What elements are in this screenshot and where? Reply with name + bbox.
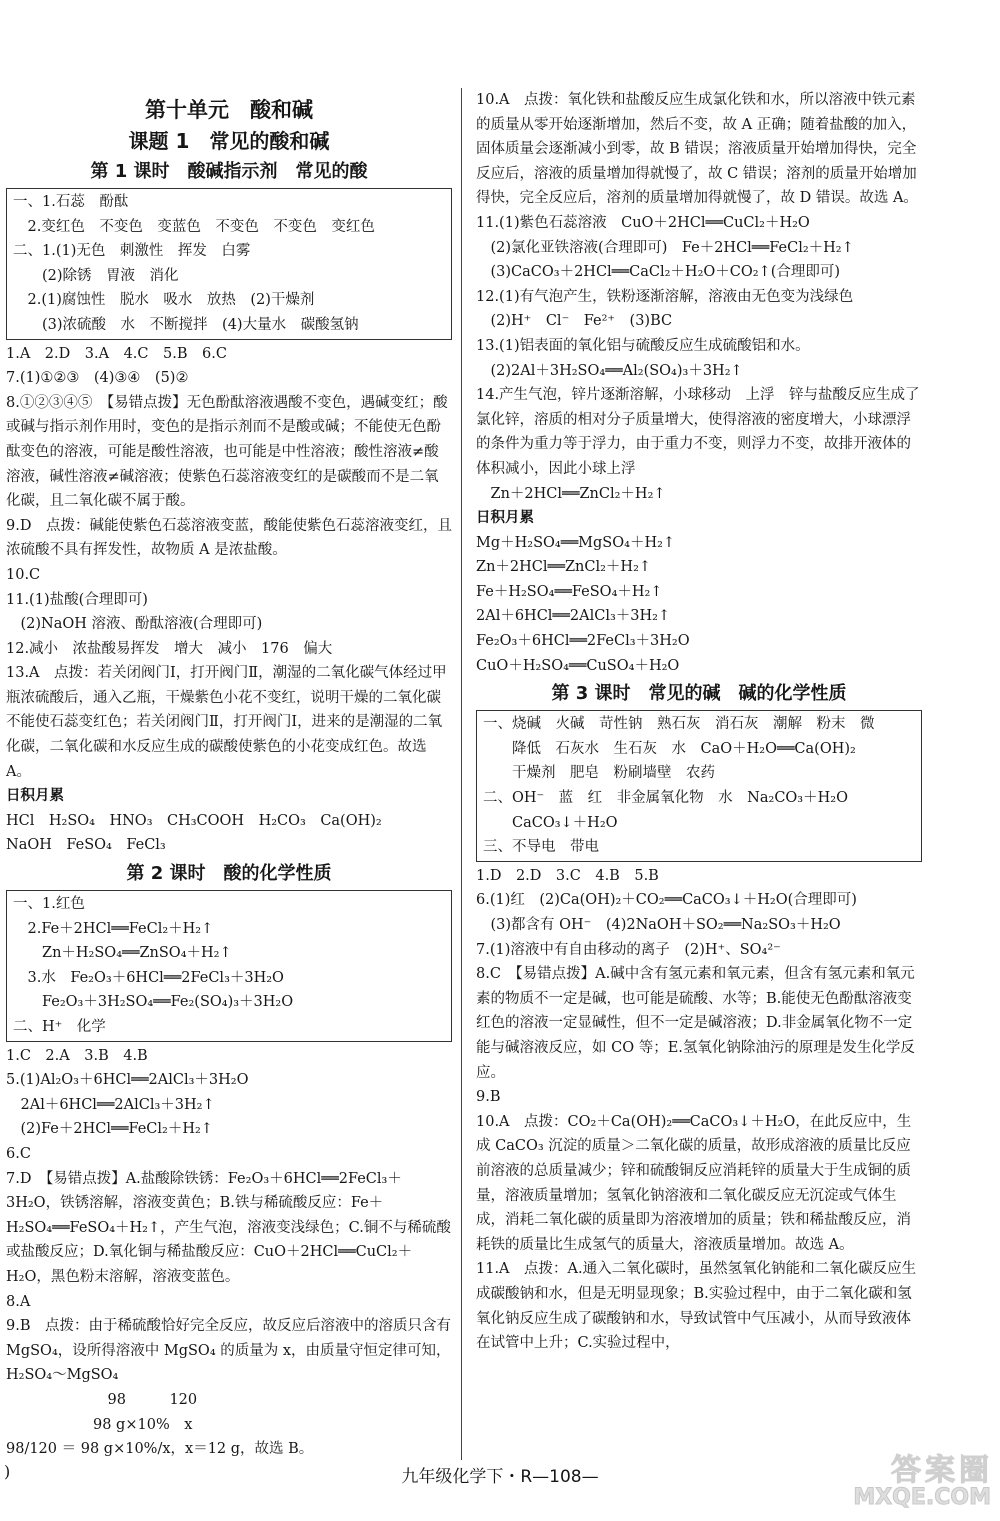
answer-line: 1.D 2.D 3.C 4.B 5.B xyxy=(476,867,659,884)
box3-line: 三、不导电 带电 xyxy=(483,839,599,856)
accum2-line: 2Al＋6HCl══2AlCl₃＋3H₂↑ xyxy=(476,608,671,625)
box3-line: 干燥剂 肥皂 粉刷墙壁 农药 xyxy=(483,765,715,782)
answer-line: 98 120 xyxy=(6,1391,198,1408)
answer-line: (2)Fe＋2HCl══FeCl₂＋H₂↑ xyxy=(6,1121,213,1138)
box3-line: 一、烧碱 火碱 苛性钠 熟石灰 消石灰 潮解 粉末 微 xyxy=(483,716,875,733)
answer-line: 98/120 ＝ 98 g×10%/x，x＝12 g，故选 B。 xyxy=(6,1441,314,1458)
accum2-line: CuO＋H₂SO₄══CuSO₄＋H₂O xyxy=(476,657,680,674)
answer-line: 6.C xyxy=(6,1145,31,1162)
answer-line: 6.(1)红 (2)Ca(OH)₂＋CO₂══CaCO₃↓＋H₂O(合理即可) xyxy=(476,892,857,909)
box1-line: (2)除锈 胃液 消化 xyxy=(13,267,179,284)
answer-line: (3)CaCO₃＋2HCl══CaCl₂＋H₂O＋CO₂↑(合理即可) xyxy=(476,264,841,281)
answers1 xyxy=(6,342,452,785)
answer-line: 7.D 【易错点拨】A.盐酸除铁锈：Fe₂O₃＋6HCl══2FeCl₃＋3H₂O，铁锈溶解，溶液变黄色；B.铁与稀硫酸反应：Fe＋H₂SO₄══FeSO₄＋H₂↑，产生气泡，溶液变浅绿色；C.铜不与稀硫酸或盐酸反应；D.氧化铜与稀盐酸反应：CuO＋2HCl══CuCl₂＋H₂O，黑色粉末溶解，溶液变蓝色。 xyxy=(6,1170,451,1285)
accum1-line: HCl H₂SO₄ HNO₃ CH₃COOH H₂CO₃ Ca(OH)₂ xyxy=(6,812,382,829)
answer-line: 11.A 点拨：A.通入二氧化碳时，虽然氢氧化钠能和二氧化碳反应生成碳酸钠和水，但是无明显现象；B.实验过程中，由于二氧化碳和氢氧化钠反应生成了碳酸钠和水，导致试管中气压减小，从而导致液体在试管中上升；C.实验过程中， xyxy=(476,1261,917,1352)
accum2-line: Mg＋H₂SO₄══MgSO₄＋H₂↑ xyxy=(476,534,676,551)
answer-line: (2)2Al＋3H₂SO₄══Al₂(SO₄)₃＋3H₂↑ xyxy=(476,362,743,379)
answer-line: Zn＋2HCl══ZnCl₂＋H₂↑ xyxy=(476,485,666,502)
lesson1-title: 第 1 课时 酸碱指示剂 常见的酸 xyxy=(90,161,368,182)
accum2-line: Fe₂O₃＋6HCl══2FeCl₃＋3H₂O xyxy=(476,633,690,650)
answer-line: (2)H⁺ Cl⁻ Fe²⁺ (3)BC xyxy=(476,313,673,330)
box2-line: 二、H⁺ 化学 xyxy=(13,1019,106,1035)
answer-line: 10.A 点拨：氧化铁和盐酸反应生成氯化铁和水，所以溶液中铁元素的质量从零开始逐渐增加，然后不变，故 A 正确；随着盐酸的加入，固体质量会逐渐减小到零，故 B 错误；溶液质量开始增加得快，完全反应后，溶液的质量增加得就慢了，故 C 错误；溶剂的质量开始增加得快，完全反应后，溶剂的质量增加得就慢了，故 D 错误。故选 A。 xyxy=(476,92,918,207)
answer-line: (2)NaOH 溶液、酚酞溶液(合理即可) xyxy=(6,616,263,633)
box2-line: 3.水 Fe₂O₃＋6HCl══2FeCl₃＋3H₂O xyxy=(13,969,284,986)
box2 xyxy=(6,890,452,1042)
answer-line: 7.(1)①②③ (4)③④ (5)② xyxy=(6,370,189,387)
accum2-line: Zn＋2HCl══ZnCl₂＋H₂↑ xyxy=(476,559,652,576)
box1-line: 2.(1)腐蚀性 脱水 吸水 放热 (2)干燥剂 xyxy=(13,292,315,309)
answer-line: 5.(1)Al₂O₃＋6HCl══2AlCl₃＋3H₂O xyxy=(6,1072,249,1089)
box2-line: 2.Fe＋2HCl══FeCl₂＋H₂↑ xyxy=(13,920,214,937)
lesson3-title: 第 3 课时 常见的碱 碱的化学性质 xyxy=(551,683,847,705)
answer-line: 9.D 点拨：碱能使紫色石蕊溶液变蓝，酸能使紫色石蕊溶液变红，且浓硫酸不具有挥发性，故物质 A 是浓盐酸。 xyxy=(6,517,452,559)
accum2-line: Fe＋H₂SO₄══FeSO₄＋H₂↑ xyxy=(476,583,663,600)
right-column xyxy=(476,88,922,1356)
box2-line: 一、1.红色 xyxy=(13,896,85,913)
answer-line: 8.C 【易错点拨】A.碱中含有氢元素和氧元素，但含有氢元素和氧元素的物质不一定是碱，也可能是硫酸、水等；B.能使无色酚酞溶液变红色的溶液一定显碱性，但不一定是碱溶液；D.非金属氧化物不一定能与碱溶液反应，如 CO 等；E.氢氧化钠除油污的原理是发生化学反应。 xyxy=(476,966,915,1081)
box3-line: 降低 石灰水 生石灰 水 CaO＋H₂O══Ca(OH)₂ xyxy=(483,740,856,757)
box3-line: CaCO₃↓＋H₂O xyxy=(483,814,618,831)
answer-line: 11.(1)紫色石蕊溶液 CuO＋2HCl══CuCl₂＋H₂O xyxy=(476,214,810,231)
box1-line: 2.变红色 不变色 变蓝色 不变色 不变色 变红色 xyxy=(13,218,375,235)
box3-line: 二、OH⁻ 蓝 红 非金属氧化物 水 Na₂CO₃＋H₂O xyxy=(483,790,848,807)
column-divider xyxy=(461,88,462,1460)
answer-line: 7.(1)溶液中有自由移动的离子 (2)H⁺、SO₄²⁻ xyxy=(476,941,781,958)
answers2 xyxy=(6,1044,456,1462)
accum1-line: NaOH FeSO₄ FeCl₃ xyxy=(6,837,166,854)
answer-line: 12.减小 浓盐酸易挥发 增大 减小 176 偏大 xyxy=(6,640,333,657)
answer-line: 10.C xyxy=(6,566,41,583)
footer-left-mark: ) xyxy=(4,1462,11,1481)
box1-line: 二、1.(1)无色 刺激性 挥发 白雾 xyxy=(13,243,251,260)
answer-line: 13.(1)铝表面的氧化铝与硫酸反应生成硫酸铝和水。 xyxy=(476,337,810,354)
answer-line: 13.A 点拨：若关闭阀门Ⅰ，打开阀门Ⅱ，潮湿的二氧化碳气体经过甲瓶浓硫酸后，通入乙瓶，干燥紫色小花不变红，说明干燥的二氧化碳不能使石蕊变红色；若关闭阀门Ⅱ，打开阀门Ⅰ，进来的是潮湿的二氧化碳，二氧化碳和水反应生成的碳酸使紫色的小花变成红色。故选 A。 xyxy=(6,665,447,780)
answer-line: 2Al＋6HCl══2AlCl₃＋3H₂↑ xyxy=(6,1096,215,1113)
box1-line: 一、1.石蕊 酚酞 xyxy=(13,194,129,210)
watermark-url: MXQE.COM xyxy=(853,1485,991,1510)
answer-line: (2)氯化亚铁溶液(合理即可) Fe＋2HCl══FeCl₂＋H₂↑ xyxy=(476,239,854,256)
topic-title: 课题 1 常见的酸和碱 xyxy=(128,129,330,153)
box1-line: (3)浓硫酸 水 不断搅拌 (4)大量水 碳酸氢钠 xyxy=(13,316,359,333)
answer-line: 9.B 点拨：由于稀硫酸恰好完全反应，故反应后溶液中的溶质只含有 MgSO₄，设所得溶液中 MgSO₄ 的质量为 x，由质量守恒定律可知，H₂SO₄～MgSO₄ xyxy=(6,1318,456,1384)
answers-top xyxy=(476,88,922,506)
answer-line: 14.产生气泡，锌片逐渐溶解，小球移动 上浮 锌与盐酸反应生成了氯化锌，溶质的相对分子质量增大，使得溶液的密度增大，小球漂浮的条件为重力等于浮力，由于重力不变，则浮力不变，故排开液体的体积减小，因此小球上浮 xyxy=(476,387,920,477)
page-footer: 九年级化学下・R—108— xyxy=(401,1467,599,1487)
answers3 xyxy=(476,864,922,1356)
answer-line: 1.C 2.A 3.B 4.B xyxy=(6,1047,148,1064)
box3 xyxy=(476,710,922,862)
answer-line: 9.B xyxy=(476,1089,501,1106)
answer-line: (3)都含有 OH⁻ (4)2NaOH＋SO₂══Na₂SO₃＋H₂O xyxy=(476,917,841,933)
answer-line: 11.(1)盐酸(合理即可) xyxy=(6,591,148,608)
answer-line: 8.①②③④⑤ 【易错点拨】无色酚酞溶液遇酸不变色，遇碱变红；酸或碱与指示剂作用时，变色的是指示剂而不是酸或碱；不能使无色酚酞变色的溶液，可能是酸性溶液，也可能是中性溶液；酸性溶液≠酸溶液，碱性溶液≠碱溶液；使紫色石蕊溶液变红的是碳酸而不是二氧化碳，且二氧化碳不属于酸。 xyxy=(6,394,448,510)
answer-line: 98 g×10% x xyxy=(6,1416,193,1433)
unit-title: 第十单元 酸和碱 xyxy=(145,98,313,122)
left-column xyxy=(6,88,456,1462)
accum1-title: 日积月累 xyxy=(6,787,64,805)
box2-line: Zn＋H₂SO₄══ZnSO₄＋H₂↑ xyxy=(13,945,232,962)
box1 xyxy=(6,188,452,340)
answer-line: 1.A 2.D 3.A 4.C 5.B 6.C xyxy=(6,345,227,362)
answer-line: 8.A xyxy=(6,1293,31,1310)
accum2-title: 日积月累 xyxy=(476,509,534,527)
lesson2-title: 第 2 课时 酸的化学性质 xyxy=(126,863,332,885)
box2-line: Fe₂O₃＋3H₂SO₄══Fe₂(SO₄)₃＋3H₂O xyxy=(13,994,294,1011)
watermark xyxy=(808,1445,993,1517)
answer-line: 10.A 点拨：CO₂＋Ca(OH)₂══CaCO₃↓＋H₂O，在此反应中，生成 CaCO₃ 沉淀的质量＞二氧化碳的质量，故形成溶液的质量比反应前溶液的总质量减少；锌和硫酸铜反应消耗锌的质量大于生成铜的质量，溶液质量增加；氢氧化钠溶液和二氧化碳反应无沉淀或气体生成，消耗二氧化碳的质量即为溶液增加的质量；铁和稀盐酸反应，消耗铁的质量比生成氢气的质量大，溶液质量增加。故选 A。 xyxy=(476,1113,912,1253)
answer-line: 12.(1)有气泡产生，铁粉逐渐溶解，溶液由无色变为浅绿色 xyxy=(476,288,854,305)
watermark-logo: 答案圈 xyxy=(891,1453,993,1488)
